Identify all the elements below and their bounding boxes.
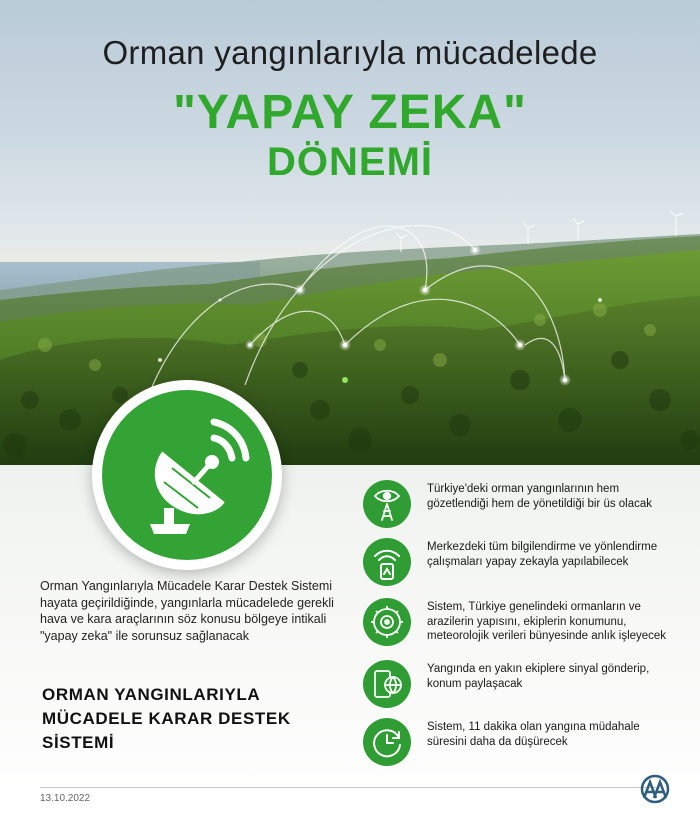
clock-icon (363, 718, 411, 766)
feature-item (363, 660, 673, 716)
phone-globe-icon (363, 660, 411, 708)
feature-item (363, 598, 673, 654)
title-line-3: DÖNEMİ (267, 140, 433, 184)
gear-network-icon (363, 598, 411, 646)
system-name-heading: ORMAN YANGINLARIYLA MÜCADELE KARAR DESTEK SİSTEMİ (42, 685, 291, 752)
publish-date: 13.10.2022 (40, 793, 91, 804)
eye-tower-icon (363, 480, 411, 528)
feature-text: Türkiye'deki orman yangınlarının hem gözetlendiği hem de yönetildiği bir üs olacak (427, 483, 653, 510)
feature-item (363, 718, 673, 774)
title-line-1: Orman yangınlarıyla mücadelede (102, 34, 598, 71)
agency-logo (635, 774, 675, 804)
feature-text: Sistem, 11 dakika olan yangına müdahale süresini daha da düşürecek (427, 721, 640, 748)
feature-text: Merkezdeki tüm bilgilendirme ve yönlendirme çalışmaları yapay zekayla yapılabilecek (427, 541, 658, 568)
title-line-2: "YAPAY ZEKA" (173, 86, 527, 139)
feature-text: Sistem, Türkiye genelindeki ormanların ve arazilerin yapısını, ekiplerin konumunu, meteorolojik verileri bünyesinde anlık işleyecek (427, 601, 667, 642)
intro-paragraph: Orman Yangınlarıyla Mücadele Karar Destek Sistemi hayata geçirildiğinde, yangınlarla mücadelede gerekli hava ve kara araçlarının söz konusu bölgeye intikali "yapay zeka" ile sorunsuz sağlanacak (40, 579, 334, 643)
footer-divider (40, 787, 660, 788)
satellite-dish-icon (102, 390, 272, 560)
satellite-dish-badge (92, 380, 282, 570)
feature-text: Yangında en yakın ekiplere sinyal gönderip, konum paylaşacak (427, 663, 650, 690)
feature-item (363, 480, 673, 536)
feature-item (363, 538, 673, 594)
wifi-tablet-icon (363, 538, 411, 586)
